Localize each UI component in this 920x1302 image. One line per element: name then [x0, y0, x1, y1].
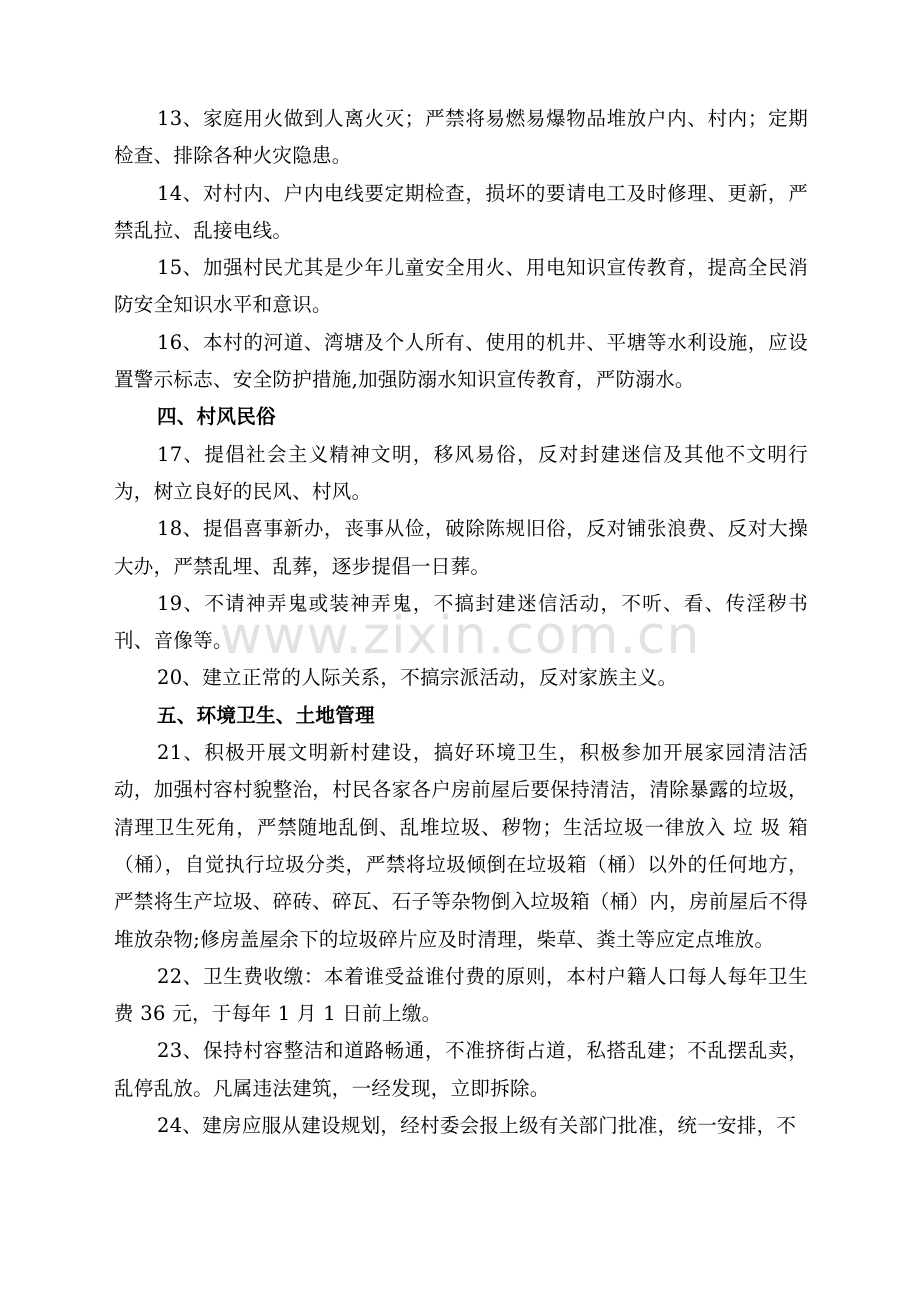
- section-heading-environment-land: 五、环境卫生、土地管理: [157, 703, 375, 727]
- watermark: www.zixin.com.cn: [219, 606, 701, 666]
- document-body: [114, 100, 808, 1144]
- paragraph-17: 17、提倡社会主义精神文明，移风易俗，反对封建迷信及其他不文明行为，树立良好的民风、村风。: [114, 442, 808, 503]
- paragraph-14: 14、对村内、户内电线要定期检查，损坏的要请电工及时修理、更新，严禁乱拉、乱接电线。: [114, 181, 808, 242]
- paragraph-21: 21、积极开展文明新村建设，搞好环境卫生，积极参加开展家园清洁活动，加强村容村貌整治，村民各家各户房前屋后要保持清洁，清除暴露的垃圾，清理卫生死角，严禁随地乱倒、乱堆垃圾、秽物；生活垃圾一律放入 垃 圾 箱（桶），自觉执行垃圾分类，严禁将垃圾倾倒在垃圾箱（桶）以外的任何地方，严禁将生产垃圾、碎砖、碎瓦、石子等杂物倒入垃圾箱（桶）内，房前屋后不得堆放杂物;修房盖屋余下的垃圾碎片应及时清理，柴草、粪土等应定点堆放。: [114, 741, 808, 951]
- paragraph-18: 18、提倡喜事新办，丧事从俭，破除陈规旧俗，反对铺张浪费、反对大操大办，严禁乱埋、乱葬，逐步提倡一日葬。: [114, 517, 808, 578]
- section-heading-village-customs: 四、村风民俗: [157, 405, 276, 429]
- paragraph-13: 13、家庭用火做到人离火灭；严禁将易燃易爆物品堆放户内、村内；定期检查、排除各种火灾隐患。: [114, 107, 808, 168]
- paragraph-22: 22、卫生费收缴：本着谁受益谁付费的原则，本村户籍人口每人每年卫生费 36 元，于每年 1 月 1 日前上缴。: [114, 964, 808, 1026]
- paragraph-16: 16、本村的河道、湾塘及个人所有、使用的机井、平塘等水利设施，应设置警示标志、安全防护措施,加强防溺水知识宣传教育，严防溺水。: [114, 330, 808, 392]
- paragraph-15: 15、加强村民尤其是少年儿童安全用火、用电知识宣传教育，提高全民消防安全知识水平和意识。: [114, 256, 808, 317]
- paragraph-24: 24、建房应服从建设规划，经村委会报上级有关部门批准，统一安排，不: [157, 1114, 797, 1138]
- paragraph-19: 19、不请神弄鬼或装神弄鬼，不搞封建迷信活动，不听、看、传淫秽书刊、音像等。: [114, 591, 808, 653]
- paragraph-20: 20、建立正常的人际关系，不搞宗派活动，反对家族主义。: [157, 666, 678, 690]
- paragraph-23: 23、保持村容整洁和道路畅通，不准挤街占道，私搭乱建；不乱摆乱卖，乱停乱放。凡属违法建筑，一经发现，立即拆除。: [114, 1039, 808, 1100]
